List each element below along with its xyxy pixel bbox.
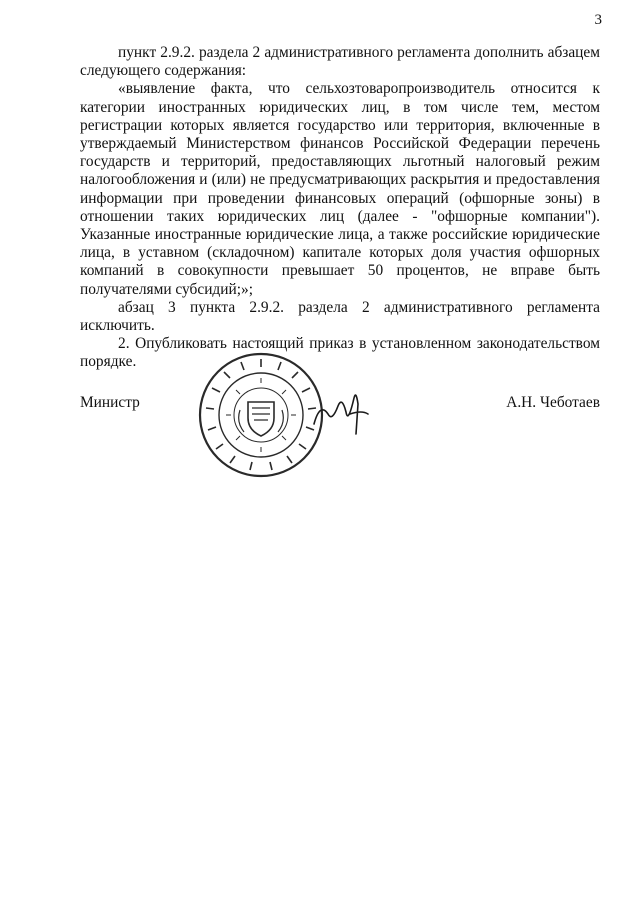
paragraph-offshore-clause: «выявление факта, что сельхозтоваропроизводитель относится к категории иностранных юридических лиц, в том числе тем, местом регистрации которых является государство или территория, включенные в утверждаемый Министерством финансов Российской Федерации перечень государств и территорий, предоставляющих льготный налоговый режим налогообложения и (или) не предусматривающих раскрытия и предоставления информации при проведении финансовых операций (офшорные зоны) в отношении таких юридических лиц (далее - "офшорные компании"). Указанные иностранные юридические лица, а также российские юридические лица, в уставном (складочном) капитале которых доля участия офшорных компаний в совокупности превышает 50 процентов, не вправе быть получателями субсидий;»;: [80, 80, 600, 298]
paragraph-exclude-clause: абзац 3 пункта 2.9.2. раздела 2 административного регламента исключить.: [80, 298, 600, 335]
signatory-title: Министр: [80, 394, 140, 411]
signature-block: [80, 394, 600, 418]
paragraph-amend-intro: пункт 2.9.2. раздела 2 административного регламента дополнить абзацем следующего содержания:: [80, 44, 600, 80]
signatory-name: А.Н. Чеботаев: [506, 394, 600, 411]
body-text: [80, 44, 600, 372]
paragraph-publish-order: 2. Опубликовать настоящий приказ в установленном законодательством порядке.: [80, 335, 600, 371]
page-number: 3: [594, 12, 602, 28]
